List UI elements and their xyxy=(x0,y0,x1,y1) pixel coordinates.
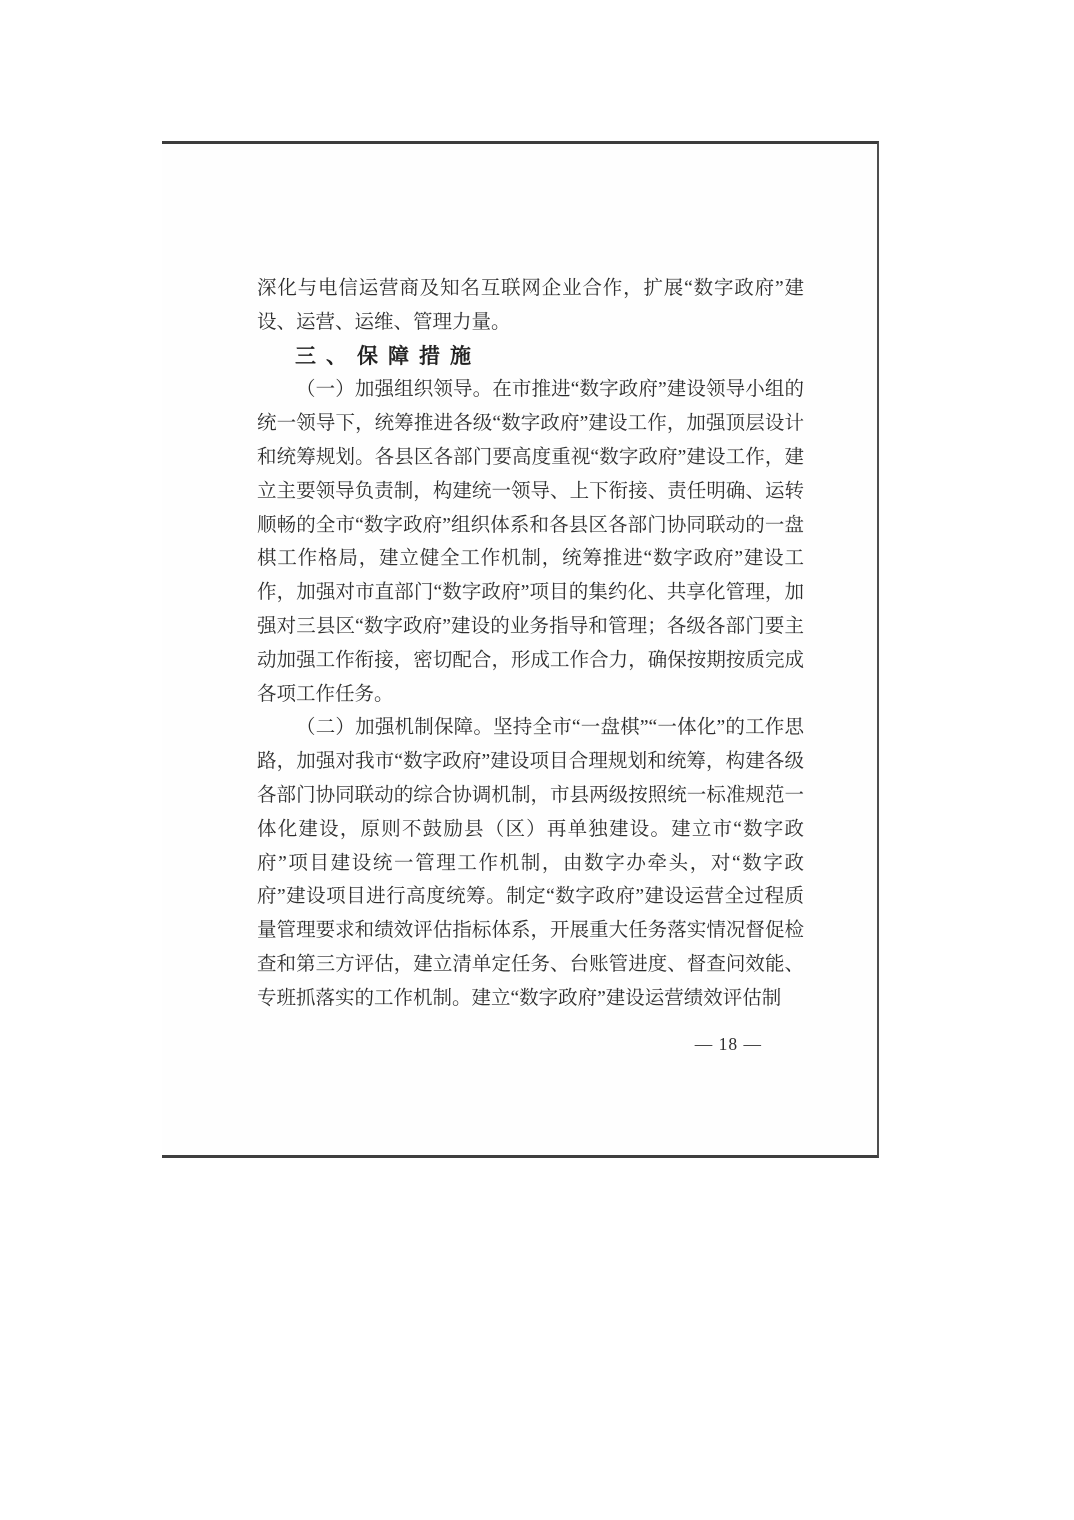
paragraph-item-1: （一）加强组织领导。在市推进“数字政府”建设领导小组的统一领导下，统筹推进各级“数字政府”建设工作，加强顶层设计和统筹规划。各县区各部门要高度重视“数字政府”建设工作，建立主要领导负责制，构建统一领导、上下衔接、责任明确、运转顺畅的全市“数字政府”组织体系和各县区各部门协同联动的一盘棋工作格局，建立健全工作机制，统筹推进“数字政府”建设工作，加强对市直部门“数字政府”项目的集约化、共享化管理，加强对三县区“数字政府”建设的业务指导和管理；各级各部门要主动加强工作衔接，密切配合，形成工作合力，确保按期按质完成各项工作任务。 xyxy=(257,379,804,705)
page-number: — 18 — xyxy=(694,1034,762,1054)
section-heading: 三、保障措施 xyxy=(295,344,481,368)
document-body xyxy=(257,272,804,1016)
paragraph-item-2: （二）加强机制保障。坚持全市“一盘棋”“一体化”的工作思路，加强对我市“数字政府”建设项目合理规划和统筹，构建各级各部门协同联动的综合协调机制，市县两级按照统一标准规范一体化建设，原则不鼓励县（区）再单独建设。建立市“数字政府”项目建设统一管理工作机制，由数字办牵头，对“数字政府”建设项目进行高度统筹。制定“数字政府”建设运营全过程质量管理要求和绩效评估指标体系，开展重大任务落实情况督促检查和第三方评估，建立清单定任务、台账管进度、督查问效能、专班抓落实的工作机制。建立“数字政府”建设运营绩效评估制 xyxy=(257,717,804,1009)
document-page xyxy=(162,141,879,1158)
paragraph-continuation: 深化与电信运营商及知名互联网企业合作，扩展“数字政府”建设、运营、运维、管理力量。 xyxy=(257,278,804,333)
